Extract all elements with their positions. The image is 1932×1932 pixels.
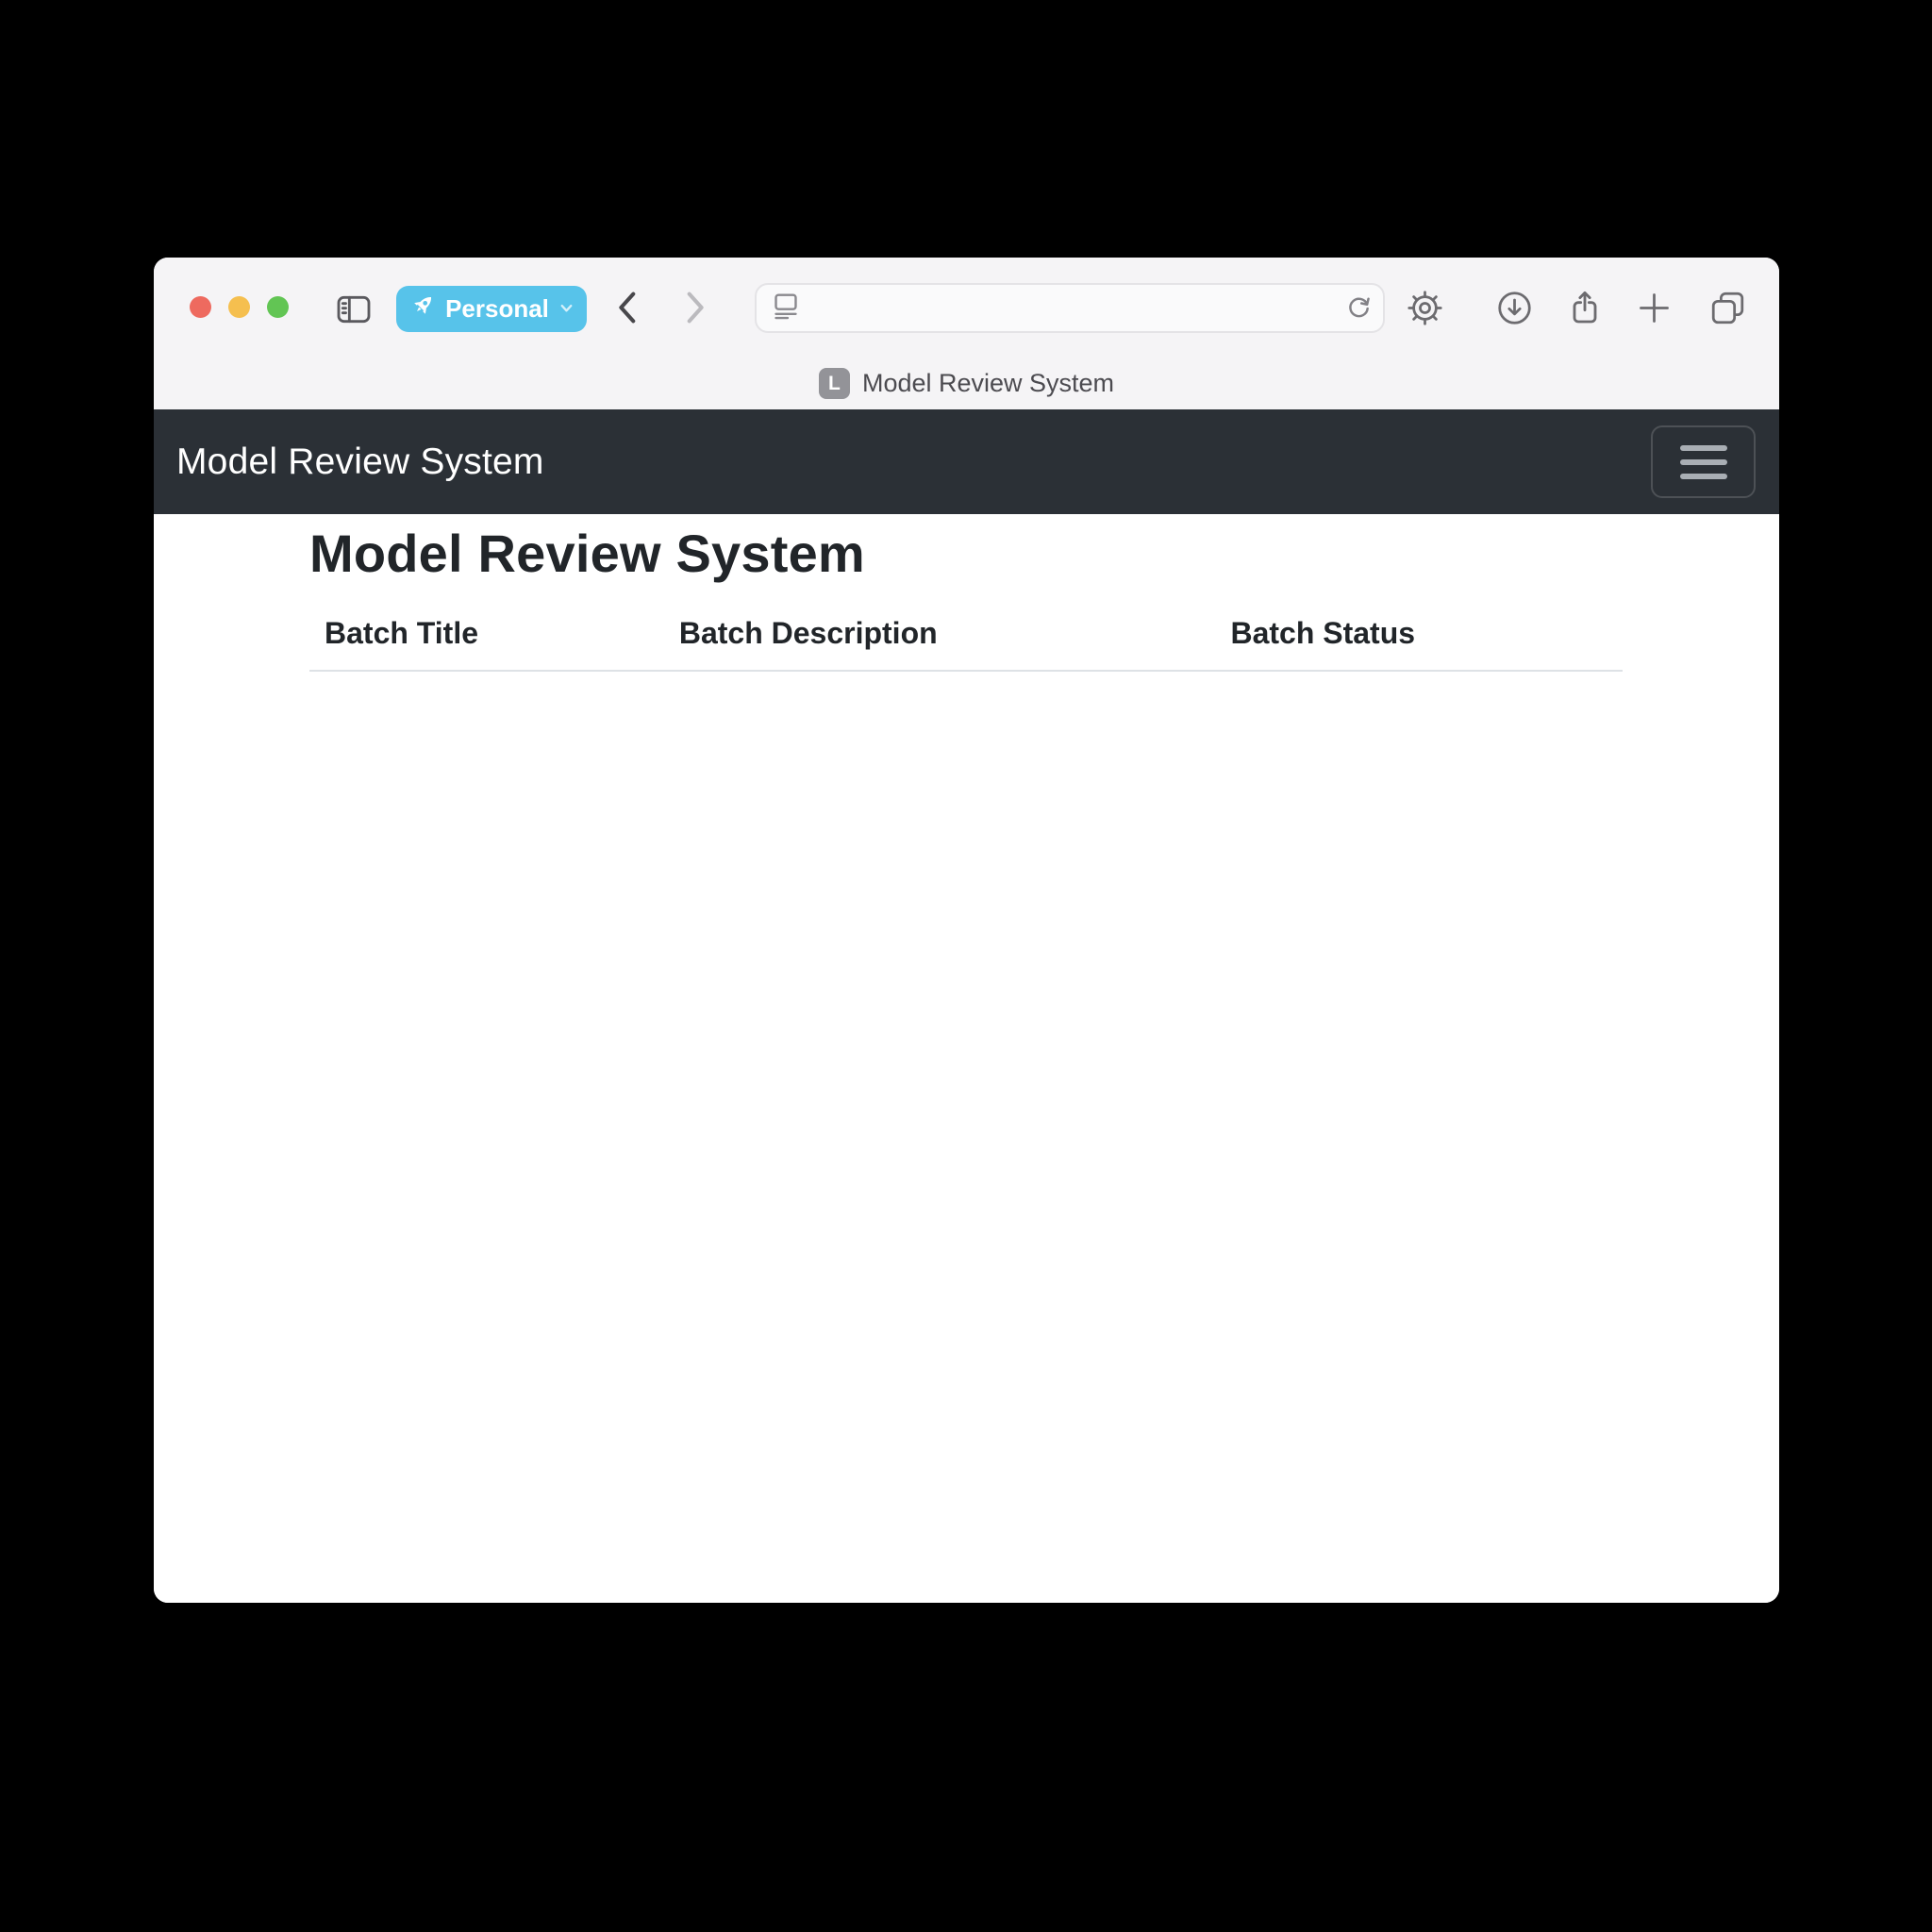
reload-icon: [1344, 292, 1374, 325]
tab-title: Model Review System: [861, 369, 1115, 397]
url-input[interactable]: [802, 285, 1344, 331]
column-header-batch-title: Batch Title: [309, 608, 664, 671]
reader-icon: [770, 290, 802, 326]
navbar-brand[interactable]: Model Review System: [176, 441, 544, 482]
page-content: [154, 514, 1779, 1603]
browser-toolbar: [154, 258, 1779, 358]
site-navbar: [154, 409, 1779, 514]
back-button[interactable]: [607, 287, 648, 328]
browser-window: [154, 258, 1779, 1603]
tab-overview-icon: [1709, 290, 1746, 326]
active-tab[interactable]: [819, 368, 1114, 399]
reload-button[interactable]: [1344, 292, 1374, 325]
rocket-icon: [408, 291, 437, 327]
download-icon: [1496, 290, 1533, 326]
gear-icon: [1407, 290, 1443, 326]
hamburger-icon: [1680, 445, 1727, 479]
minimize-button[interactable]: [228, 296, 250, 318]
navbar-toggler-button[interactable]: [1651, 425, 1756, 498]
address-bar[interactable]: [755, 283, 1385, 333]
sidebar-toggle-button[interactable]: [333, 289, 375, 330]
window-controls: [190, 296, 289, 318]
forward-button[interactable]: [675, 287, 716, 328]
profile-label: Personal: [445, 294, 549, 323]
share-icon: [1566, 289, 1604, 326]
settings-button[interactable]: [1402, 285, 1447, 330]
close-button[interactable]: [190, 296, 211, 318]
tab-overview-button[interactable]: [1705, 285, 1750, 330]
downloads-button[interactable]: [1491, 285, 1537, 330]
chevron-down-icon: [558, 294, 575, 324]
column-header-batch-status: Batch Status: [1215, 608, 1623, 671]
profile-button[interactable]: [396, 286, 587, 332]
favicon: L: [819, 368, 850, 399]
table-header-row: [309, 608, 1623, 671]
plus-icon: [1637, 291, 1672, 325]
batches-table: [309, 608, 1623, 672]
chevron-right-icon: [675, 288, 715, 327]
tab-bar: [154, 358, 1779, 409]
share-button[interactable]: [1562, 285, 1607, 330]
page-title: Model Review System: [309, 524, 865, 583]
zoom-button[interactable]: [267, 296, 289, 318]
sidebar-icon: [335, 291, 373, 328]
new-tab-button[interactable]: [1631, 285, 1676, 330]
column-header-batch-description: Batch Description: [664, 608, 1216, 671]
chevron-left-icon: [608, 288, 647, 327]
